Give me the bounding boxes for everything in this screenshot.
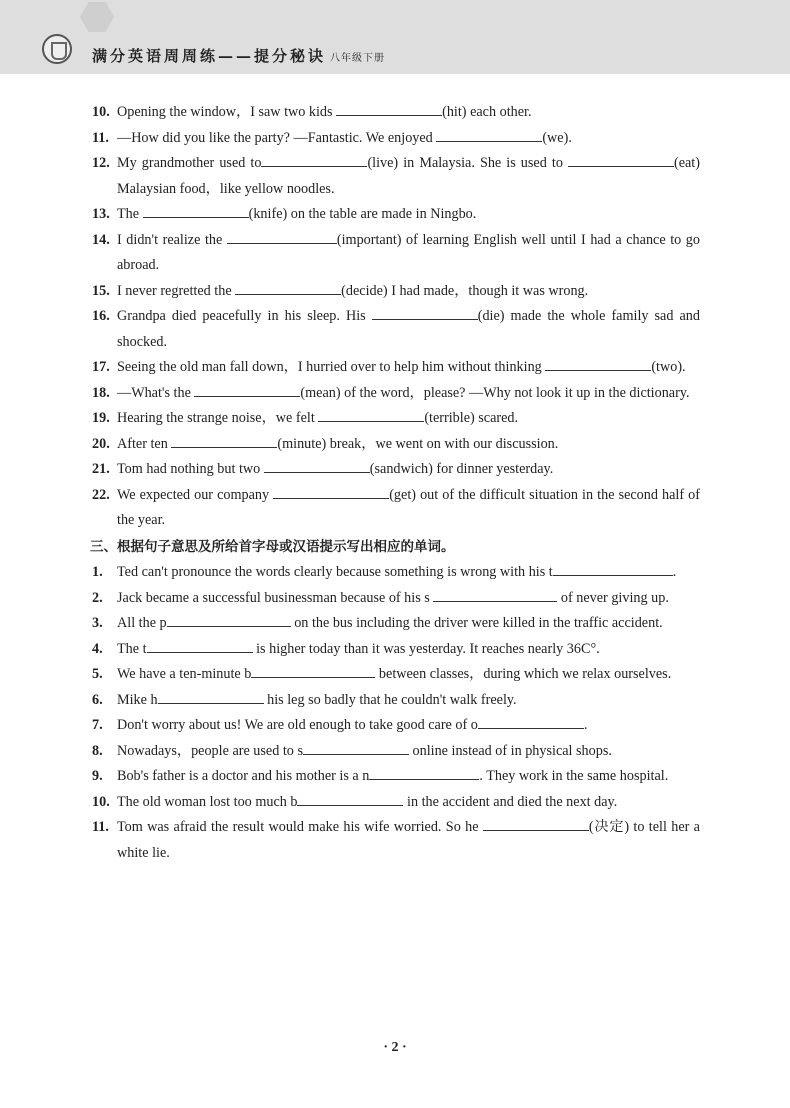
item-text: Don't worry about us! We are old enough to take good care of o — [117, 717, 478, 733]
page-header — [0, 0, 790, 74]
item-text: is higher today than it was yesterday. It reaches nearly 36C°. — [252, 640, 600, 657]
item-text: Tom had nothing but two — [117, 461, 264, 477]
section3-title: 三、根据句子意思及所给首字母或汉语提示写出相应的单词。 — [90, 538, 455, 555]
item-text: Jack became a successful businessman because of his s — [117, 589, 434, 606]
answer-blank[interactable] — [372, 305, 478, 320]
item-number: 4. — [92, 640, 103, 657]
exercise-item — [92, 202, 700, 228]
item-number: 8. — [92, 742, 103, 759]
answer-blank[interactable] — [158, 689, 264, 704]
hexagon-decoration — [80, 2, 114, 32]
item-number: 5. — [92, 666, 103, 682]
item-text: —How did you like the party? —Fantastic. We enjoyed — [117, 129, 437, 146]
item-number: 21. — [92, 461, 110, 477]
trophy-logo-icon — [42, 34, 72, 64]
item-text: Tom was afraid the result would make his wife worried. So he — [117, 819, 483, 835]
item-text: (terrible) scared. — [424, 410, 519, 426]
item-text: Seeing the old man fall down，I hurried over to help him without thinking — [117, 359, 546, 375]
item-text: . — [583, 717, 588, 733]
answer-blank[interactable] — [143, 203, 249, 218]
item-text: (die) made the whole family sad and shocked. — [117, 308, 700, 350]
answer-blank[interactable] — [297, 791, 403, 806]
answer-blank[interactable] — [303, 740, 409, 755]
item-number: 12. — [92, 155, 110, 171]
item-text: (two). — [651, 359, 686, 375]
exercise-item — [92, 790, 700, 816]
answer-blank[interactable] — [336, 101, 442, 116]
item-text: The t — [117, 640, 147, 657]
exercise-item — [92, 586, 700, 612]
item-text: (minute) break，we went on with our discussion. — [277, 435, 559, 452]
exercise-item — [92, 815, 700, 866]
answer-blank[interactable] — [369, 765, 479, 780]
item-text: . They work in the same hospital. — [479, 768, 669, 784]
exercise-item — [92, 764, 700, 790]
item-number: 10. — [92, 793, 110, 810]
item-text: All the p — [117, 615, 167, 631]
answer-blank[interactable] — [171, 433, 277, 448]
exercise-item — [92, 560, 700, 586]
item-number: 11. — [92, 819, 109, 835]
item-text: My grandmother used to — [117, 155, 262, 171]
item-text: I didn't realize the — [117, 231, 227, 248]
item-text: on the bus including the driver were killed in the traffic accident. — [290, 615, 663, 631]
item-text: —What's the — [117, 384, 195, 401]
item-text: (eat) Malaysian food，like yellow noodles. — [117, 155, 700, 197]
item-text: his leg so badly that he couldn't walk freely. — [263, 691, 517, 708]
item-text: (hit) each other. — [442, 104, 532, 120]
exercise-item — [92, 457, 700, 483]
item-number: 17. — [92, 359, 110, 375]
item-text: (knife) on the table are made in Ningbo. — [248, 206, 477, 222]
exercise-item — [92, 228, 700, 279]
exercise-item — [92, 739, 700, 765]
item-text: We have a ten-minute b — [117, 666, 252, 682]
exercise-item — [92, 126, 700, 152]
page-number: · 2 · — [383, 1040, 407, 1055]
answer-blank[interactable] — [235, 280, 341, 295]
exercise-item — [92, 406, 700, 432]
answer-blank[interactable] — [251, 663, 375, 678]
item-number: 1. — [92, 564, 103, 580]
item-text: Nowadays，people are used to s — [117, 742, 303, 759]
exercise-content — [92, 100, 700, 866]
answer-blank[interactable] — [553, 561, 673, 576]
item-number: 15. — [92, 282, 110, 299]
exercise-item — [92, 713, 700, 739]
answer-blank[interactable] — [147, 638, 253, 653]
item-number: 3. — [92, 615, 103, 631]
part3-list — [92, 560, 700, 866]
exercise-item — [92, 151, 700, 202]
item-text: Opening the window，I saw two kids — [117, 104, 337, 120]
answer-blank[interactable] — [433, 587, 557, 602]
item-number: 14. — [92, 231, 110, 248]
item-text: Grandpa died peacefully in his sleep. His — [117, 308, 372, 324]
answer-blank[interactable] — [568, 152, 674, 167]
exercise-item — [92, 611, 700, 637]
answer-blank[interactable] — [167, 612, 291, 627]
header-title: 满分英语周周练——提分秘诀 八年级下册 — [92, 47, 386, 65]
item-number: 22. — [92, 486, 110, 503]
part2-list — [92, 100, 700, 534]
item-text: (决定) to tell her a white lie. — [117, 819, 700, 861]
item-number: 13. — [92, 206, 110, 222]
exercise-item — [92, 662, 700, 688]
item-text: (important) of learning English well until I had a chance to go abroad. — [117, 231, 700, 273]
answer-blank[interactable] — [194, 382, 300, 397]
item-text: We expected our company — [117, 486, 274, 503]
answer-blank[interactable] — [478, 714, 584, 729]
answer-blank[interactable] — [264, 458, 370, 473]
item-text: Bob's father is a doctor and his mother is a n — [117, 768, 370, 784]
exercise-item — [92, 304, 700, 355]
exercise-item — [92, 432, 700, 458]
item-text: in the accident and died the next day. — [403, 793, 618, 810]
item-number: 9. — [92, 768, 103, 784]
item-text: between classes，during which we relax ourselves. — [375, 666, 672, 682]
item-number: 11. — [92, 129, 109, 146]
item-number: 20. — [92, 435, 110, 452]
exercise-item — [92, 279, 700, 305]
item-text: of never giving up. — [557, 589, 669, 606]
item-text: (decide) I had made，though it was wrong. — [341, 282, 589, 299]
item-text: . — [672, 564, 677, 580]
answer-blank[interactable] — [227, 229, 337, 244]
item-number: 6. — [92, 691, 103, 708]
item-number: 7. — [92, 717, 103, 733]
header-subtitle: 八年级下册 — [330, 53, 386, 64]
answer-blank[interactable] — [261, 152, 367, 167]
exercise-item — [92, 637, 700, 663]
item-number: 18. — [92, 384, 110, 401]
answer-blank[interactable] — [483, 816, 589, 831]
item-text: After ten — [117, 435, 172, 452]
item-text: The old woman lost too much b — [117, 793, 298, 810]
item-text: I never regretted the — [117, 282, 236, 299]
item-text: (live) in Malaysia. She is used to — [367, 155, 568, 171]
answer-blank[interactable] — [436, 127, 542, 142]
item-text: online instead of in physical shops. — [408, 742, 612, 759]
exercise-item — [92, 688, 700, 714]
exercise-item — [92, 100, 700, 126]
answer-blank[interactable] — [273, 484, 389, 499]
item-text: The — [117, 206, 143, 222]
item-number: 16. — [92, 308, 110, 324]
item-text: (get) out of the difficult situation in the second half of the year. — [117, 486, 700, 528]
exercise-item — [92, 483, 700, 534]
item-number: 19. — [92, 410, 110, 426]
answer-blank[interactable] — [318, 407, 424, 422]
exercise-item — [92, 355, 700, 381]
item-number: 2. — [92, 589, 103, 606]
item-text: (sandwich) for dinner yesterday. — [369, 461, 554, 477]
item-text: Hearing the strange noise，we felt — [117, 410, 319, 426]
item-text: (mean) of the word，please? —Why not look it up in the dictionary. — [300, 384, 690, 401]
item-number: 10. — [92, 104, 110, 120]
item-text: Ted can't pronounce the words clearly because something is wrong with his t — [117, 564, 553, 580]
exercise-item — [92, 381, 700, 407]
item-text: (we). — [542, 129, 572, 146]
answer-blank[interactable] — [545, 356, 651, 371]
item-text: Mike h — [117, 691, 158, 708]
